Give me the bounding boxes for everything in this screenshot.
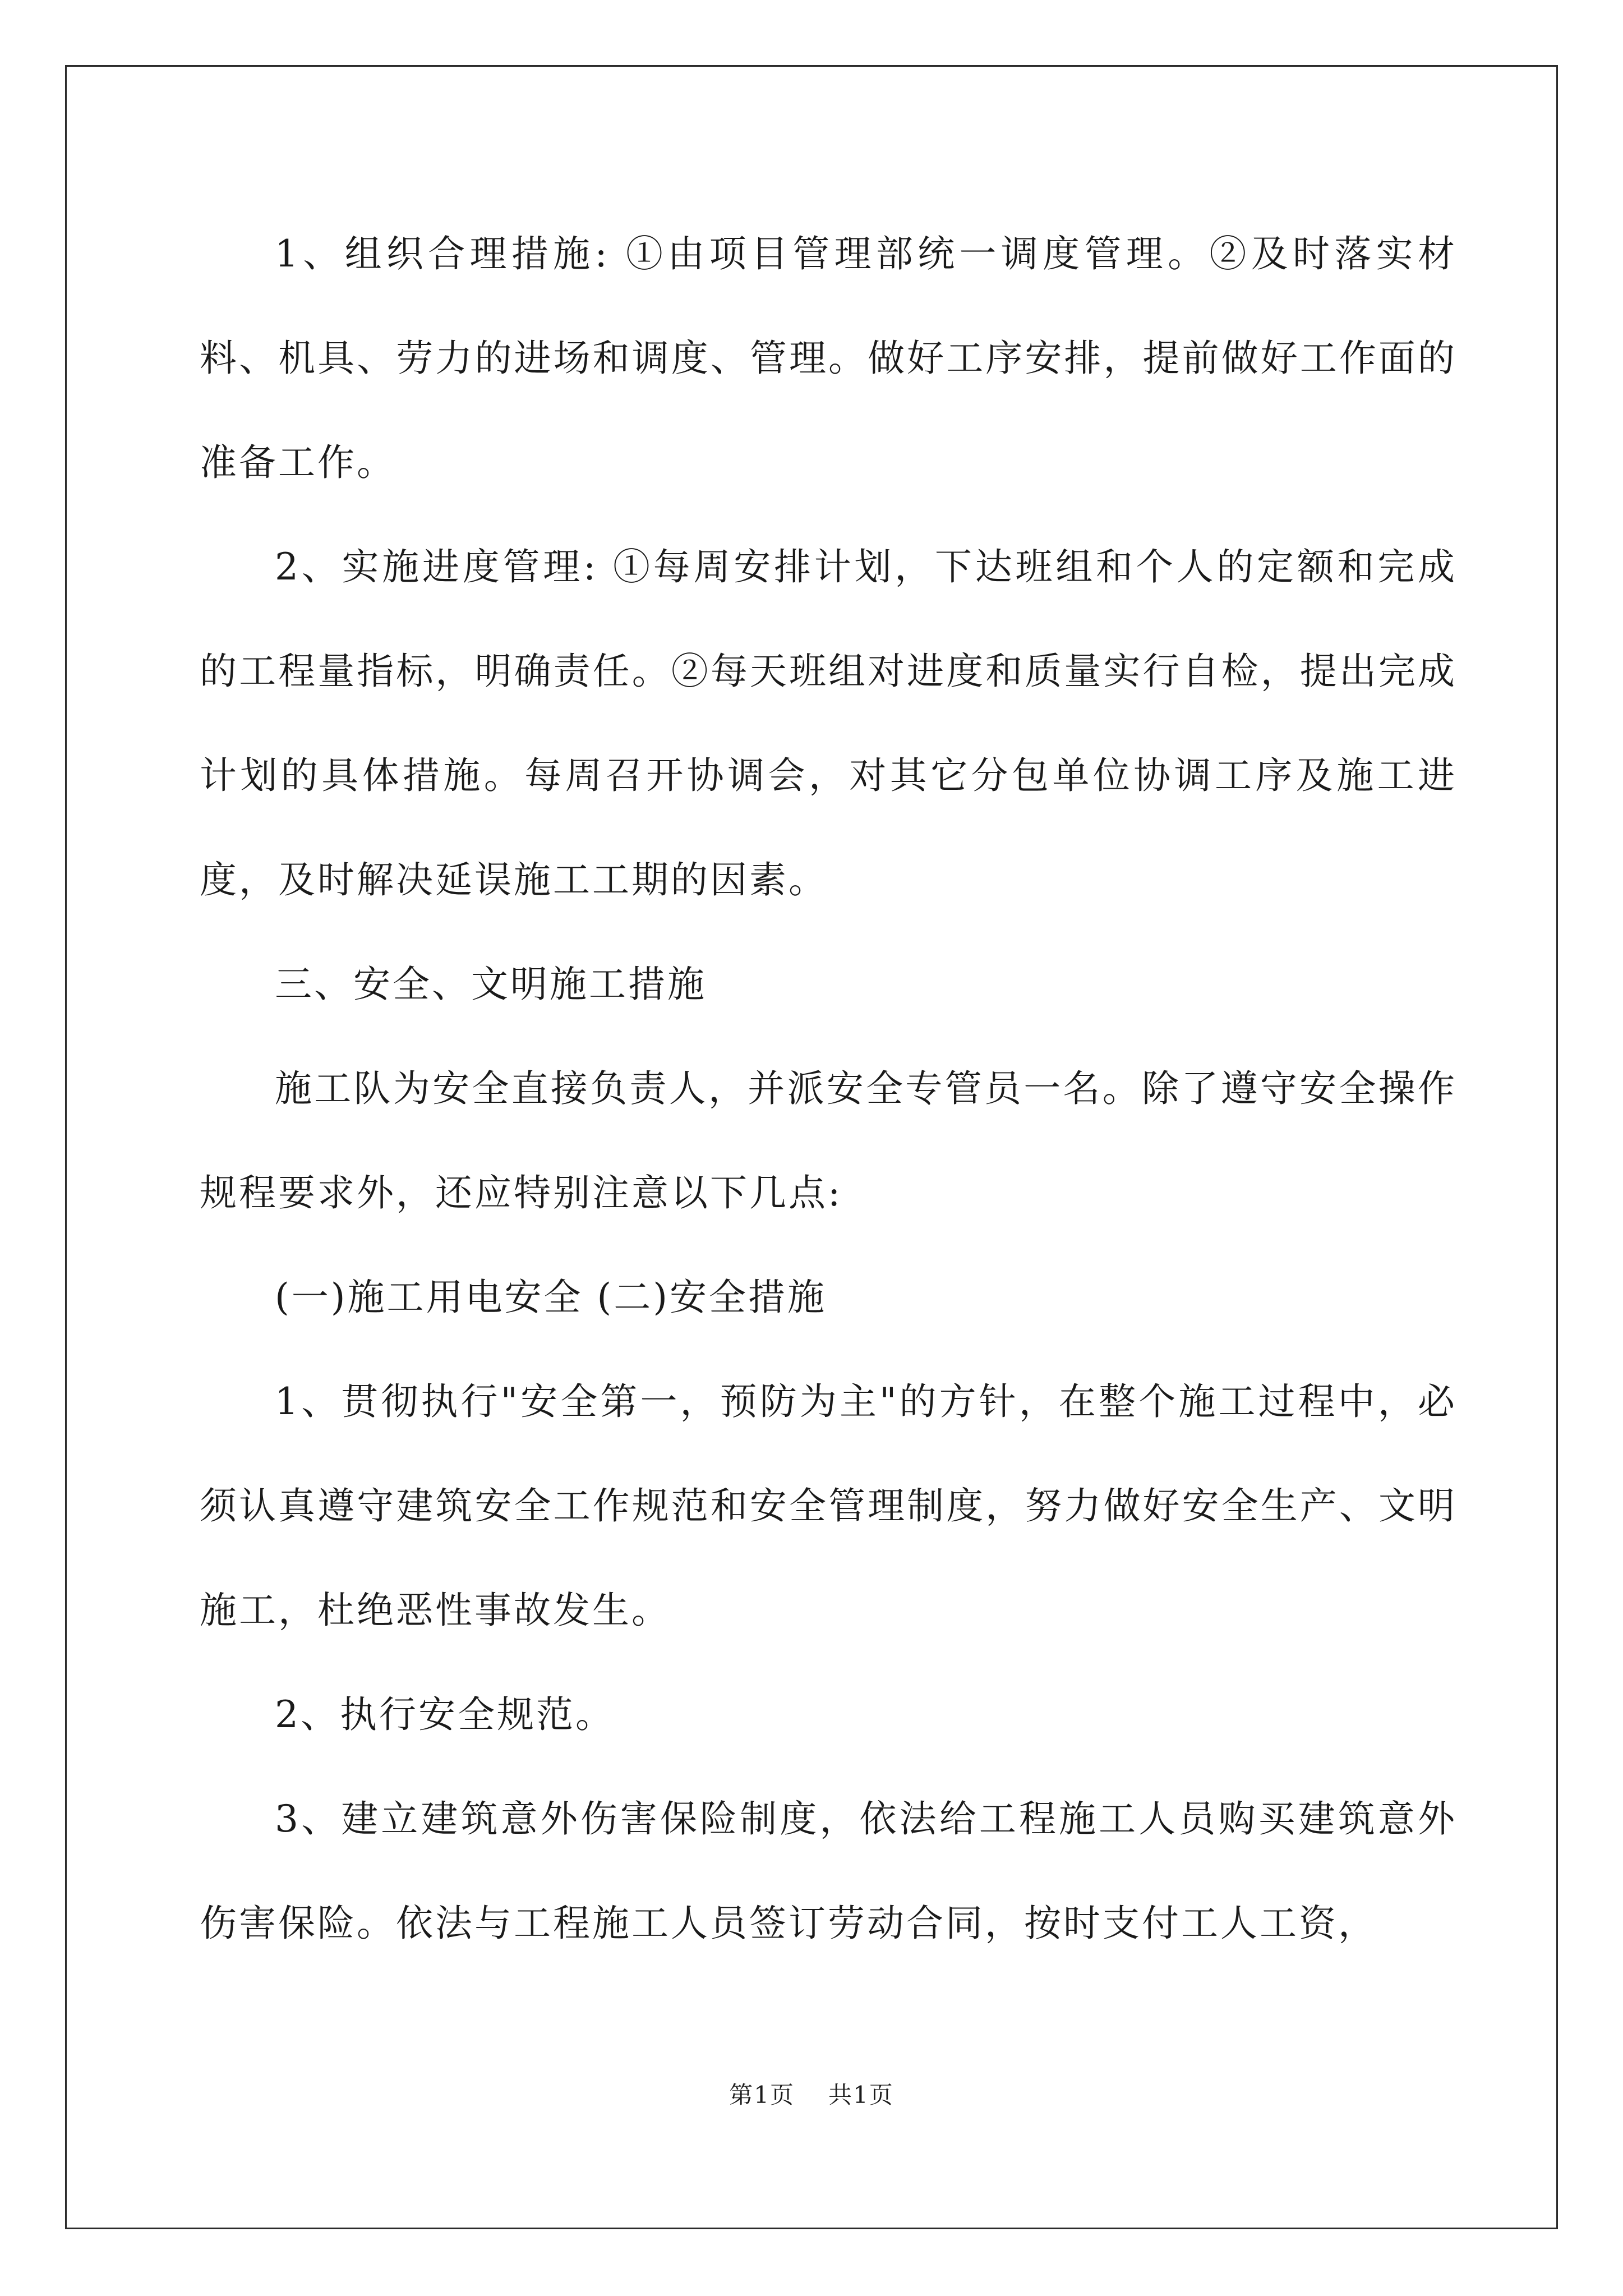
- paragraph-safety-intro: 施工队为安全直接负责人，并派安全专管员一名。除了遵守安全操作规程要求外，还应特别注意以下几点:: [200, 1067, 1457, 1214]
- page-footer: [0, 2077, 1623, 2110]
- document-body: [200, 202, 1457, 1976]
- paragraph-safety-standards: 2、执行安全规范。: [275, 1693, 615, 1736]
- paragraph-safety-policy: 1、贯彻执行"安全第一，预防为主"的方针，在整个施工过程中，必须认真遵守建筑安全工作规范和安全管理制度，努力做好安全生产、文明施工，杜绝恶性事故发生。: [200, 1380, 1457, 1632]
- page-number-current: 第1页: [729, 2081, 795, 2109]
- section-heading-safety: 三、安全、文明施工措施: [275, 963, 707, 1006]
- paragraph-insurance: 3、建立建筑意外伤害保险制度，依法给工程施工人员购买建筑意外伤害保险。依法与工程施工人员签订劳动合同，按时支付工人工资，: [200, 1797, 1457, 1945]
- paragraph-organization-measures: 1、组织合理措施: ①由项目管理部统一调度管理。②及时落实材料、机具、劳力的进场和调度、管理。做好工序安排，提前做好工作面的准备工作。: [200, 232, 1457, 484]
- page-number-total: 共1页: [828, 2081, 894, 2109]
- paragraph-progress-management: 2、实施进度管理: ①每周安排计划，下达班组和个人的定额和完成的工程量指标，明确责任。②每天班组对进度和质量实行自检，提出完成计划的具体措施。每周召开协调会，对其它分包单位协调工序及施工进度，及时解决延误施工工期的因素。: [200, 545, 1457, 901]
- paragraph-subsections: (一)施工用电安全 (二)安全措施: [275, 1276, 827, 1319]
